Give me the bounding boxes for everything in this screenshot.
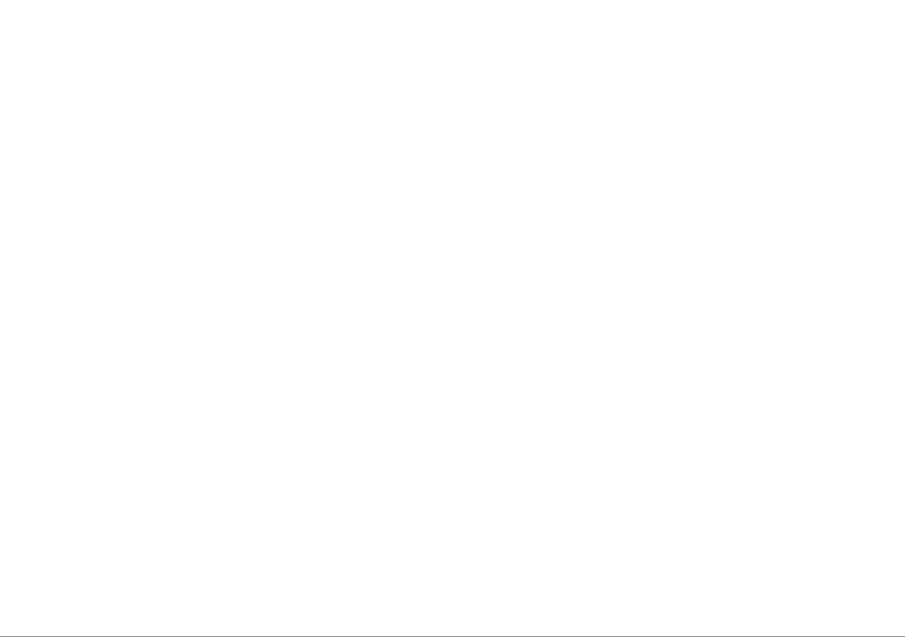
page-bottom-edge	[0, 636, 905, 637]
